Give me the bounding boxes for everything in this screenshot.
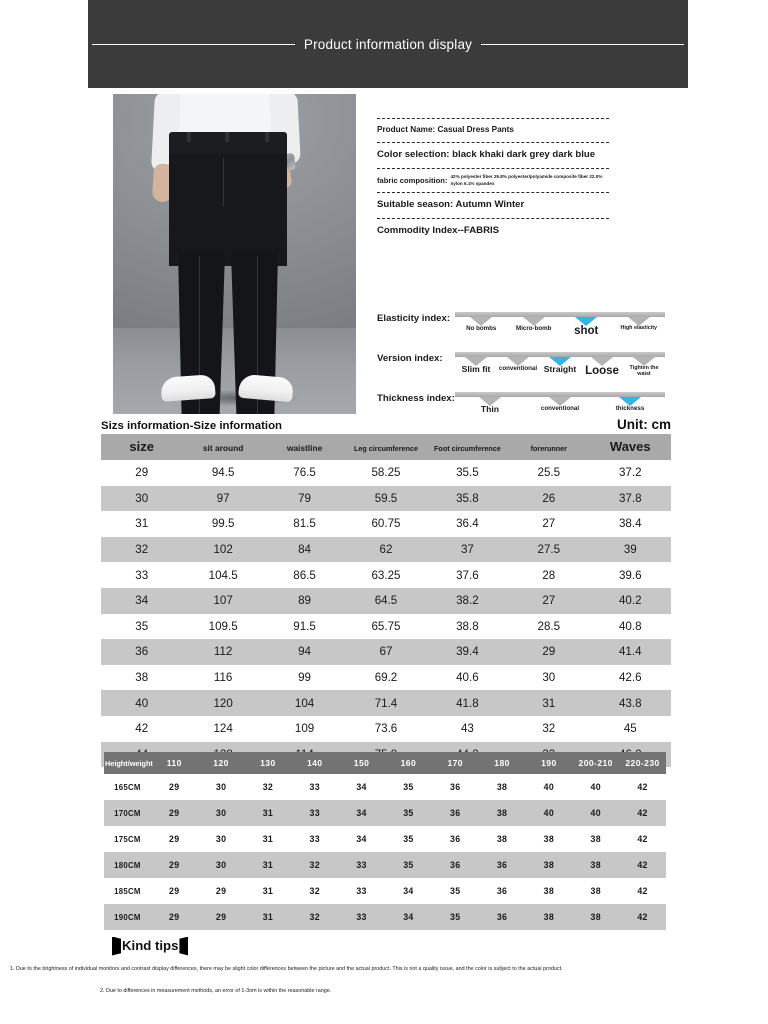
index-marker[interactable]	[613, 317, 666, 338]
hw-table-header-row	[104, 752, 666, 774]
recommended-size-cell: 29	[151, 852, 198, 878]
hw-column-header: 150	[338, 752, 385, 774]
table-row	[101, 690, 671, 716]
recommended-size-cell: 36	[479, 852, 526, 878]
recommended-size-cell: 33	[338, 878, 385, 904]
size-cell: 38	[101, 665, 182, 691]
spec-fabric-value: 42% polyester fiber 29.8% polyester/polyamide composite fiber 22.0% nylon 6.1% spandex	[450, 174, 603, 187]
size-cell: 31	[101, 511, 182, 537]
size-cell: 33	[101, 562, 182, 588]
measurement-cell: 124	[182, 716, 263, 742]
size-section-title: Sizs information-Size information	[101, 420, 282, 432]
recommended-size-cell: 33	[291, 800, 338, 826]
index-label: Thickness index:	[377, 393, 455, 404]
measurement-cell: 37.6	[427, 562, 508, 588]
height-label-cell: 170CM	[104, 800, 151, 826]
measurement-cell: 62	[345, 537, 426, 563]
recommended-size-cell: 29	[198, 878, 245, 904]
index-marker[interactable]	[497, 357, 539, 378]
measurement-cell: 97	[182, 486, 263, 512]
measurement-cell: 91.5	[264, 614, 345, 640]
measurement-cell: 38.4	[590, 511, 671, 537]
recommended-size-cell: 31	[244, 904, 291, 930]
index-scale	[455, 352, 665, 378]
recommended-size-cell: 33	[338, 852, 385, 878]
recommended-size-cell: 31	[244, 826, 291, 852]
size-column-header-text: size	[129, 439, 154, 455]
recommended-size-cell: 42	[619, 826, 666, 852]
measurement-cell: 116	[182, 665, 263, 691]
index-row	[377, 312, 665, 346]
size-cell: 36	[101, 639, 182, 665]
table-row	[101, 486, 671, 512]
table-row	[101, 665, 671, 691]
recommended-size-cell: 36	[432, 826, 479, 852]
table-row	[104, 826, 666, 852]
index-marker[interactable]	[455, 397, 525, 415]
measurement-cell: 28.5	[508, 614, 589, 640]
size-cell: 32	[101, 537, 182, 563]
measurement-cell: 94.5	[182, 460, 263, 486]
index-marker[interactable]	[581, 357, 623, 378]
recommended-size-cell: 29	[198, 904, 245, 930]
measurement-cell: 30	[508, 665, 589, 691]
recommended-size-cell: 29	[151, 826, 198, 852]
size-column-header-text: sit around	[202, 443, 244, 454]
banner-inner	[88, 37, 688, 52]
spec-product-name: Product Name: Casual Dress Pants	[377, 125, 514, 134]
measurement-cell: 27	[508, 588, 589, 614]
index-option-label: shot	[574, 325, 599, 337]
recommended-size-cell: 35	[385, 826, 432, 852]
index-option-label: Loose	[585, 365, 619, 377]
size-column-header-text: waistline	[286, 443, 323, 454]
index-option-label: Slim fit	[461, 364, 491, 374]
size-column-header	[508, 434, 589, 460]
index-option-label: Micro-bomb	[516, 325, 552, 332]
index-marker[interactable]	[525, 397, 595, 415]
index-marker[interactable]	[508, 317, 561, 338]
recommended-size-cell: 29	[151, 774, 198, 800]
hw-column-header: 120	[198, 752, 245, 774]
hw-column-header: 200-210	[572, 752, 619, 774]
measurement-cell: 29	[508, 639, 589, 665]
measurement-cell: 120	[182, 690, 263, 716]
index-marker[interactable]	[455, 317, 508, 338]
recommended-size-cell: 34	[338, 774, 385, 800]
height-label-cell: 175CM	[104, 826, 151, 852]
table-row	[101, 460, 671, 486]
recommended-size-cell: 42	[619, 800, 666, 826]
commodity-index-scales	[377, 312, 665, 432]
recommended-size-cell: 40	[572, 774, 619, 800]
measurement-cell: 79	[264, 486, 345, 512]
measurement-cell: 43.8	[590, 690, 671, 716]
belt-loop	[225, 132, 229, 142]
measurement-cell: 38.2	[427, 588, 508, 614]
recommended-size-cell: 36	[479, 904, 526, 930]
size-table-body	[101, 460, 671, 767]
measurement-cell: 32	[508, 716, 589, 742]
index-option-label: Straight	[543, 364, 577, 374]
measurement-cell: 64.5	[345, 588, 426, 614]
kind-tips-badge	[112, 936, 188, 956]
recommended-size-cell: 31	[244, 878, 291, 904]
index-scale	[455, 312, 665, 338]
recommended-size-cell: 30	[198, 852, 245, 878]
index-marker[interactable]	[623, 357, 665, 378]
hw-column-header: 190	[525, 752, 572, 774]
recommended-size-cell: 40	[525, 800, 572, 826]
measurement-cell: 26	[508, 486, 589, 512]
size-cell: 35	[101, 614, 182, 640]
size-column-header-text: Leg circumference	[354, 444, 418, 454]
measurement-cell: 41.4	[590, 639, 671, 665]
pants-hip	[169, 154, 287, 266]
table-row	[101, 588, 671, 614]
recommended-size-cell: 35	[432, 878, 479, 904]
banner-rule-left	[92, 44, 295, 45]
index-marker-selected[interactable]	[595, 397, 665, 415]
size-column-header	[264, 434, 345, 460]
spec-commodity-index: Commodity Index--FABRIS	[377, 225, 500, 236]
hw-table-head	[104, 752, 666, 774]
model-pants	[169, 132, 287, 402]
measurement-cell: 99	[264, 665, 345, 691]
spec-fabric-composition	[377, 169, 609, 192]
hw-column-header: Height/weight	[104, 752, 151, 774]
measurement-cell: 60.75	[345, 511, 426, 537]
recommended-size-cell: 36	[432, 800, 479, 826]
size-section-unit: Unit: cm	[617, 417, 671, 432]
table-row	[101, 537, 671, 563]
measurement-cell: 89	[264, 588, 345, 614]
measurement-cell: 36.4	[427, 511, 508, 537]
recommended-size-cell: 34	[338, 826, 385, 852]
measurement-cell: 67	[345, 639, 426, 665]
table-row	[101, 639, 671, 665]
measurement-cell: 63.25	[345, 562, 426, 588]
measurement-cell: 40.2	[590, 588, 671, 614]
recommended-size-cell: 35	[385, 800, 432, 826]
belt-loop	[265, 132, 269, 142]
recommended-size-cell: 31	[244, 800, 291, 826]
recommended-size-cell: 40	[525, 774, 572, 800]
measurement-cell: 71.4	[345, 690, 426, 716]
size-column-header-text: Foot circumference	[434, 444, 501, 454]
size-column-header	[182, 434, 263, 460]
table-row	[104, 852, 666, 878]
recommended-size-cell: 36	[432, 774, 479, 800]
recommended-size-cell: 35	[432, 904, 479, 930]
index-scale	[455, 392, 665, 415]
recommended-size-cell: 38	[479, 800, 526, 826]
size-cell: 30	[101, 486, 182, 512]
measurement-cell: 38.8	[427, 614, 508, 640]
measurement-cell: 25.5	[508, 460, 589, 486]
belt-loop	[187, 132, 191, 142]
measurement-cell: 112	[182, 639, 263, 665]
recommended-size-cell: 38	[479, 826, 526, 852]
recommended-size-cell: 35	[385, 774, 432, 800]
measurement-cell: 109.5	[182, 614, 263, 640]
size-column-header	[590, 434, 671, 460]
spec-fabric-label: fabric composition:	[377, 176, 448, 186]
recommended-size-cell: 32	[291, 904, 338, 930]
measurement-cell: 37.8	[590, 486, 671, 512]
measurement-cell: 41.8	[427, 690, 508, 716]
index-option-label: No bombs	[466, 325, 497, 332]
recommended-size-cell: 38	[525, 878, 572, 904]
index-option-label: conventional	[498, 365, 538, 372]
pants-fly	[223, 158, 224, 206]
hw-column-header: 170	[432, 752, 479, 774]
index-label: Elasticity index:	[377, 313, 451, 324]
measurement-cell: 45	[590, 716, 671, 742]
kind-tips-label: Kind tips	[122, 938, 179, 954]
measurement-cell: 40.8	[590, 614, 671, 640]
model-shoe-left	[160, 374, 216, 402]
height-label-cell: 185CM	[104, 878, 151, 904]
table-row	[104, 800, 666, 826]
measurement-cell: 109	[264, 716, 345, 742]
recommended-size-cell: 34	[385, 878, 432, 904]
spec-color-selection: Color selection: black khaki dark grey dark blue	[377, 149, 596, 161]
height-weight-recommendation-table	[104, 752, 666, 930]
recommended-size-cell: 40	[572, 800, 619, 826]
measurement-cell: 84	[264, 537, 345, 563]
recommended-size-cell: 29	[151, 878, 198, 904]
size-cell: 29	[101, 460, 182, 486]
size-information-table	[101, 434, 671, 767]
size-cell: 40	[101, 690, 182, 716]
height-label-cell: 180CM	[104, 852, 151, 878]
size-section-heading	[101, 417, 671, 432]
recommended-size-cell: 33	[291, 774, 338, 800]
measurement-cell: 37.2	[590, 460, 671, 486]
measurement-cell: 99.5	[182, 511, 263, 537]
measurement-cell: 35.8	[427, 486, 508, 512]
height-label-cell: 165CM	[104, 774, 151, 800]
tips-wedge-right-icon	[179, 937, 188, 956]
recommended-size-cell: 42	[619, 852, 666, 878]
recommended-size-cell: 30	[198, 774, 245, 800]
recommended-size-cell: 33	[291, 826, 338, 852]
tip-line-2: 2. Due to differences in measurement methods, an error of 1-3om is within the reasonable range.	[100, 988, 332, 994]
measurement-cell: 73.6	[345, 716, 426, 742]
measurement-cell: 65.75	[345, 614, 426, 640]
recommended-size-cell: 32	[244, 774, 291, 800]
measurement-cell: 42.6	[590, 665, 671, 691]
recommended-size-cell: 38	[479, 774, 526, 800]
measurement-cell: 37	[427, 537, 508, 563]
hw-column-header: 160	[385, 752, 432, 774]
height-label-cell: 190CM	[104, 904, 151, 930]
measurement-cell: 58.25	[345, 460, 426, 486]
index-option-label: Tighten the waist	[629, 365, 659, 378]
measurement-cell: 28	[508, 562, 589, 588]
index-option-label: Thin	[480, 404, 500, 414]
recommended-size-cell: 38	[572, 826, 619, 852]
measurement-cell: 81.5	[264, 511, 345, 537]
hw-column-header: 220-230	[619, 752, 666, 774]
size-cell: 42	[101, 716, 182, 742]
table-row	[101, 511, 671, 537]
recommended-size-cell: 30	[198, 826, 245, 852]
hw-column-header: 140	[291, 752, 338, 774]
measurement-cell: 39.4	[427, 639, 508, 665]
index-marker[interactable]	[455, 357, 497, 378]
recommended-size-cell: 29	[151, 904, 198, 930]
product-photo	[113, 94, 356, 414]
recommended-size-cell: 30	[198, 800, 245, 826]
size-column-header	[427, 434, 508, 460]
page-header-banner	[88, 0, 688, 88]
measurement-cell: 104.5	[182, 562, 263, 588]
recommended-size-cell: 38	[572, 878, 619, 904]
measurement-cell: 39.6	[590, 562, 671, 588]
recommended-size-cell: 38	[572, 904, 619, 930]
measurement-cell: 40.6	[427, 665, 508, 691]
banner-rule-right	[481, 44, 684, 45]
index-ticks	[455, 317, 665, 338]
index-option-label: thickness	[615, 405, 645, 412]
measurement-cell: 86.5	[264, 562, 345, 588]
hw-column-header: 130	[244, 752, 291, 774]
measurement-cell: 39	[590, 537, 671, 563]
measurement-cell: 104	[264, 690, 345, 716]
table-row	[104, 904, 666, 930]
recommended-size-cell: 32	[291, 852, 338, 878]
size-column-header	[101, 434, 182, 460]
recommended-size-cell: 38	[525, 852, 572, 878]
recommended-size-cell: 31	[244, 852, 291, 878]
recommended-size-cell: 38	[525, 826, 572, 852]
tips-wedge-left-icon	[112, 937, 121, 956]
index-row	[377, 352, 665, 386]
table-row	[101, 716, 671, 742]
page-title: Product information display	[303, 36, 473, 52]
measurement-cell: 69.2	[345, 665, 426, 691]
size-column-header-text: forerunner	[530, 444, 567, 454]
measurement-cell: 59.5	[345, 486, 426, 512]
recommended-size-cell: 38	[525, 904, 572, 930]
hw-column-header: 180	[479, 752, 526, 774]
spec-suitable-season: Suitable season: Autumn Winter	[377, 199, 525, 211]
index-option-label: High elasticity	[620, 325, 658, 331]
measurement-cell: 27	[508, 511, 589, 537]
measurement-cell: 43	[427, 716, 508, 742]
recommended-size-cell: 33	[338, 904, 385, 930]
recommended-size-cell: 34	[385, 904, 432, 930]
measurement-cell: 107	[182, 588, 263, 614]
recommended-size-cell: 38	[572, 852, 619, 878]
measurement-cell: 35.5	[427, 460, 508, 486]
recommended-size-cell: 36	[432, 852, 479, 878]
size-table-head	[101, 434, 671, 460]
measurement-cell: 27.5	[508, 537, 589, 563]
index-ticks	[455, 397, 665, 415]
size-table-header-row	[101, 434, 671, 460]
index-marker-selected[interactable]	[560, 317, 613, 338]
recommended-size-cell: 42	[619, 878, 666, 904]
measurement-cell: 76.5	[264, 460, 345, 486]
recommended-size-cell: 29	[151, 800, 198, 826]
index-label: Version index:	[377, 353, 443, 364]
table-row	[101, 614, 671, 640]
measurement-cell: 102	[182, 537, 263, 563]
table-row	[104, 878, 666, 904]
table-row	[101, 562, 671, 588]
size-column-header	[345, 434, 426, 460]
measurement-cell: 94	[264, 639, 345, 665]
index-marker-selected[interactable]	[539, 357, 581, 378]
recommended-size-cell: 42	[619, 774, 666, 800]
measurement-cell: 31	[508, 690, 589, 716]
index-ticks	[455, 357, 665, 378]
size-cell: 34	[101, 588, 182, 614]
recommended-size-cell: 32	[291, 878, 338, 904]
recommended-size-cell: 36	[479, 878, 526, 904]
product-spec-list	[377, 118, 609, 244]
size-column-header-text: Waves	[609, 439, 651, 455]
index-option-label: conventional	[540, 405, 580, 412]
tip-line-1: 1. Due to the brightness of individual monitors and contrast display differences, there may be slight color differences between the picture and the actual product. This is not a quality issue, and the color is subject to the actual product.	[10, 966, 563, 972]
table-row	[104, 774, 666, 800]
recommended-size-cell: 34	[338, 800, 385, 826]
hw-table-body	[104, 774, 666, 930]
model-shoe-right	[238, 374, 294, 403]
recommended-size-cell: 35	[385, 852, 432, 878]
recommended-size-cell: 42	[619, 904, 666, 930]
hw-column-header: 110	[151, 752, 198, 774]
